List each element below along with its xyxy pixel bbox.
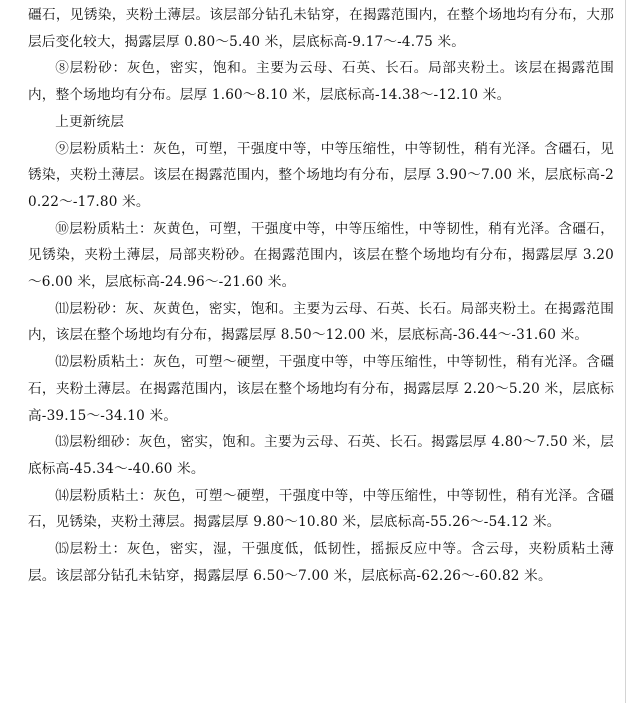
paragraph-layer-14: ⒁层粉质粘土：灰色，可塑～硬塑，干强度中等，中等压缩性，中等韧性，稍有光泽。含礓石，见锈染，夹粉土薄层。揭露层厚 9.80～10.80 米，层底标高-55.26～-54.12 米。 xyxy=(28,487,614,531)
section-heading: 上更新统层 xyxy=(55,113,125,130)
paragraph-layer-11: ⑾层粉砂：灰、灰黄色，密实，饱和。主要为云母、石英、长石。局部夹粉土。在揭露范围内，该层在整个场地均有分布，揭露层厚 8.50～12.00 米，层底标高-36.44～-31.60 米。 xyxy=(28,300,614,344)
paragraph-layer-15: ⒂层粉土：灰色，密实，湿，干强度低，低韧性，摇振反应中等。含云母，夹粉质粘土薄层。该层部分钻孔未钻穿，揭露层厚 6.50～7.00 米，层底标高-62.26～-60.82 米。 xyxy=(28,541,614,584)
paragraph-layer-7-tail: 礓石，见锈染，夹粉土薄层。该层部分钻孔未钻穿，在揭露范围内，在整个场地均有分布，大那层后变化较大，揭露层厚 0.80～5.40 米，层底标高-9.17～-4.75 米。 xyxy=(28,7,614,50)
page-edge-divider xyxy=(625,0,626,703)
paragraph-layer-13: ⒀层粉细砂：灰色，密实，饱和。主要为云母、石英、长石。揭露层厚 4.80～7.50 米，层底标高-45.34～-40.60 米。 xyxy=(28,434,614,477)
paragraph-layer-10: ⑩层粉质粘土：灰黄色，可塑，干强度中等，中等压缩性，中等韧性，稍有光泽。含礓石，见锈染，夹粉土薄层，局部夹粉砂。在揭露范围内，该层在整个场地均有分布，揭露层厚 3.20～6.00 米，层底标高-24.96～-21.60 米。 xyxy=(28,220,614,291)
paragraph-layer-8: ⑧层粉砂：灰色，密实，饱和。主要为云母、石英、长石。局部夹粉土。该层在揭露范围内，整个场地均有分布。层厚 1.60～8.10 米，层底标高-14.38～-12.10 米。 xyxy=(28,60,614,104)
paragraph-layer-9: ⑨层粉质粘土：灰色，可塑，干强度中等，中等压缩性，中等韧性，稍有光泽。含礓石，见锈染，夹粉土薄层。该层在揭露范围内，整个场地均有分布，层厚 3.90～7.00 米，层底标高-20.22～-17.80 米。 xyxy=(28,140,614,210)
paragraph-layer-12: ⑿层粉质粘土：灰色，可塑～硬塑，干强度中等，中等压缩性，中等韧性，稍有光泽。含礓石，夹粉土薄层。在揭露范围内，该层在整个场地均有分布，揭露层厚 2.20～5.20 米，层底标高-39.15～-34.10 米。 xyxy=(28,354,614,424)
document-body xyxy=(28,2,614,589)
